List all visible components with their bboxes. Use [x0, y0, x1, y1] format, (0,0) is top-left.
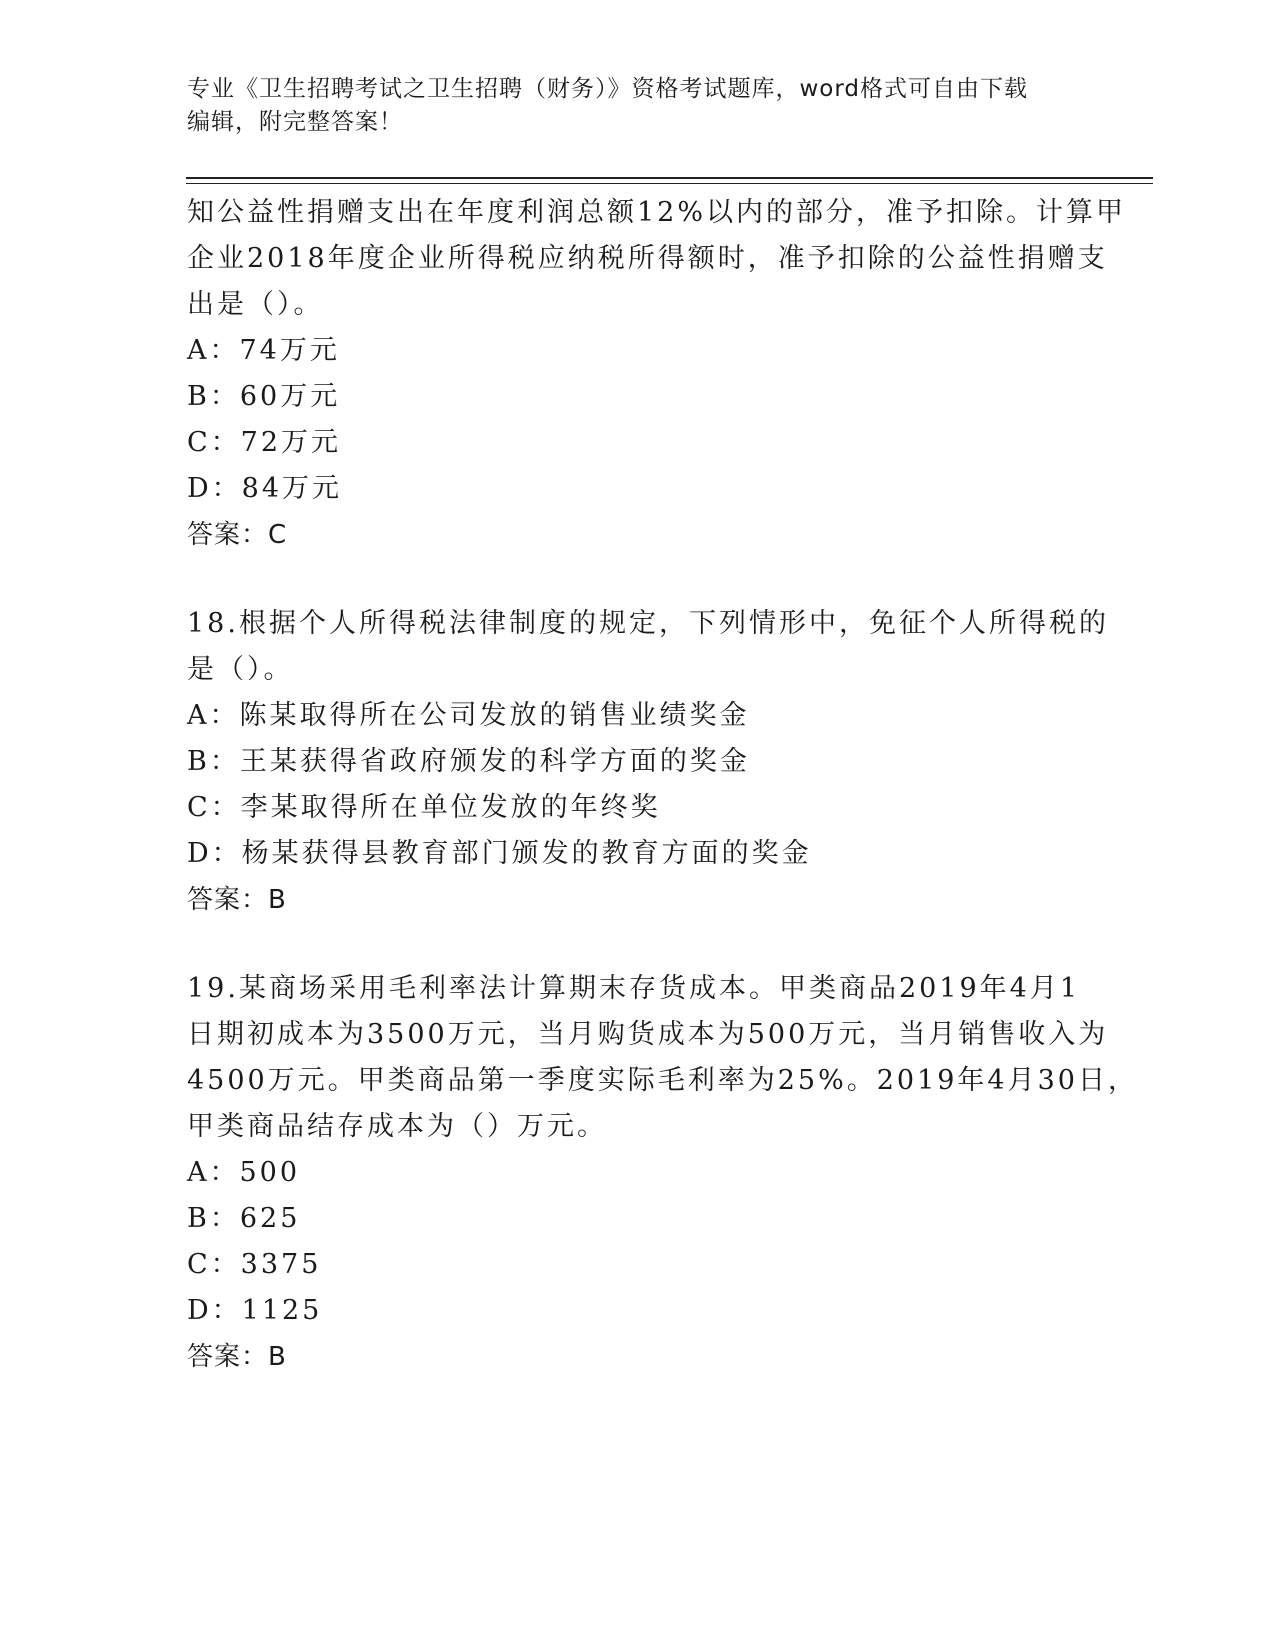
answer-line: 答案：B — [187, 1342, 287, 1372]
question-18 — [187, 601, 1109, 923]
question-text-line: 4500万元。甲类商品第一季度实际毛利率为25%。2019年4月30日， — [187, 1065, 1138, 1096]
option-c: C：3375 — [187, 1249, 322, 1280]
question-list — [187, 190, 1138, 1380]
question-text-line: 出是（）。 — [187, 289, 324, 320]
spacer — [187, 558, 1087, 601]
question-text-line: 18.根据个人所得税法律制度的规定，下列情形中，免征个人所得税的 — [187, 608, 1109, 639]
question-19 — [187, 966, 1138, 1380]
option-b: B：625 — [187, 1203, 301, 1234]
option-b: B：60万元 — [187, 381, 341, 412]
question-text-line: 日期初成本为3500万元，当月购货成本为500万元，当月销售收入为 — [187, 1019, 1109, 1050]
answer-line: 答案：B — [187, 885, 287, 915]
header-divider-thin — [186, 183, 1153, 184]
option-c: C：李某取得所在单位发放的年终奖 — [187, 792, 661, 823]
option-a: A：陈某取得所在公司发放的销售业绩奖金 — [187, 700, 750, 731]
question-17 — [187, 190, 1127, 558]
question-text-line: 是（）。 — [187, 654, 294, 685]
document-header — [187, 73, 1067, 139]
header-line-1: 专业《卫生招聘考试之卫生招聘（财务）》资格考试题库，word格式可自由下载 — [187, 76, 1029, 102]
option-c: C：72万元 — [187, 427, 342, 458]
header-divider-thick — [186, 177, 1153, 179]
question-text-line: 企业2018年度企业所得税应纳税所得额时，准予扣除的公益性捐赠支 — [187, 243, 1108, 274]
question-text-line: 甲类商品结存成本为（）万元。 — [187, 1111, 607, 1142]
question-text-line: 19.某商场采用毛利率法计算期末存货成本。甲类商品2019年4月1 — [187, 973, 1081, 1004]
option-d: D：84万元 — [187, 473, 343, 504]
option-b: B：王某获得省政府颁发的科学方面的奖金 — [187, 746, 750, 777]
option-a: A：74万元 — [187, 335, 340, 366]
option-a: A：500 — [187, 1157, 301, 1188]
option-d: D：杨某获得县教育部门颁发的教育方面的奖金 — [187, 838, 812, 869]
answer-line: 答案：C — [187, 520, 288, 550]
option-d: D：1125 — [187, 1295, 323, 1326]
question-text-line: 知公益性捐赠支出在年度利润总额12%以内的部分，准予扣除。计算甲 — [187, 197, 1127, 228]
header-line-2: 编辑，附完整答案！ — [187, 109, 403, 135]
spacer — [187, 923, 1087, 966]
